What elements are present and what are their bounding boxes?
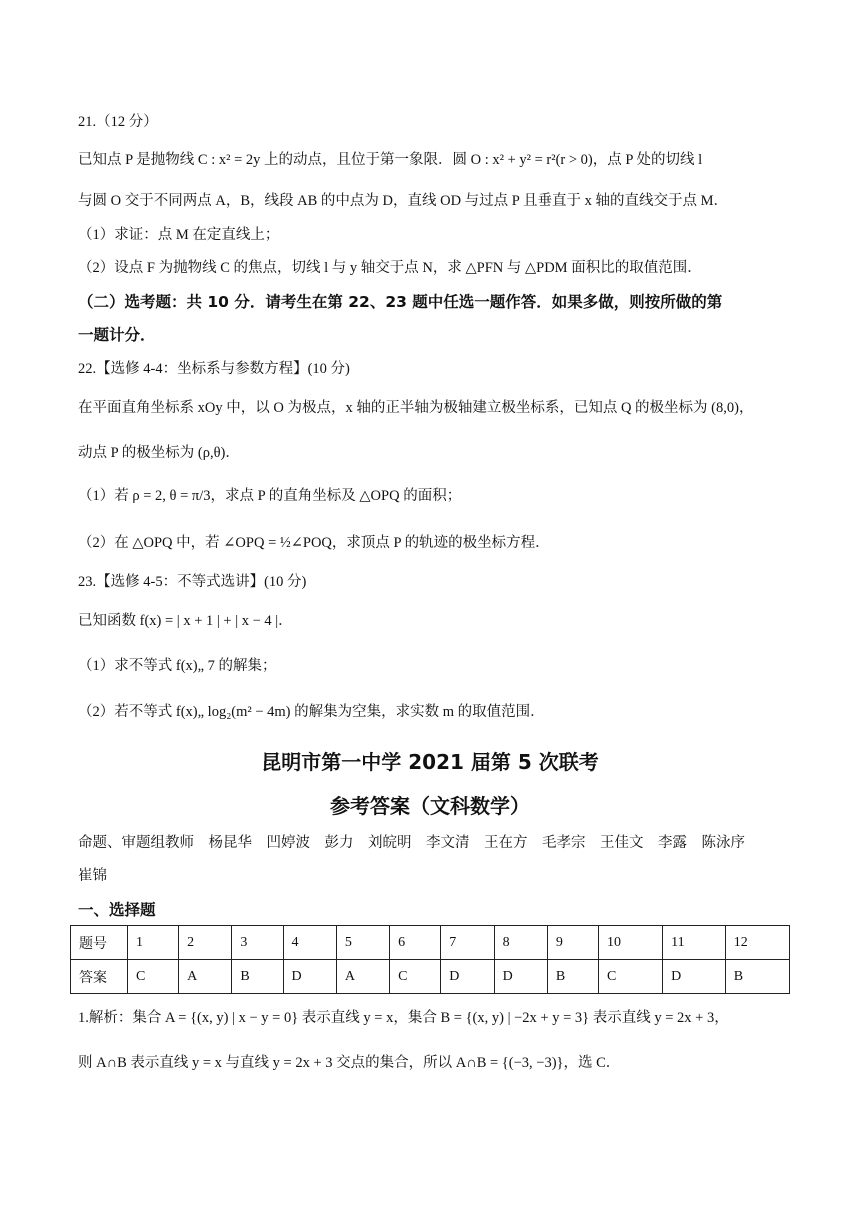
q23-part2: （2）若不等式 f(x)„ log₂(m² − 4m) 的解集为空集，求实数 m 的取值范围． [78, 704, 545, 720]
table-row-numbers [71, 926, 790, 960]
question-number: 6 [390, 926, 441, 960]
answer-cell: A [336, 960, 389, 994]
answer-cell: C [128, 960, 179, 994]
question-number: 12 [725, 926, 789, 960]
q23-stem: 已知函数 f(x) = | x + 1 | + | x − 4 |． [78, 613, 293, 629]
answer-subtitle: 参考答案（文科数学） [330, 794, 530, 818]
answer-cell: A [179, 960, 232, 994]
answer-table [70, 925, 790, 994]
question-number: 2 [179, 926, 232, 960]
question-number: 10 [598, 926, 662, 960]
q23-header: 23.【选修 4-5：不等式选讲】(10 分) [78, 574, 307, 590]
answer-cell: D [283, 960, 336, 994]
question-number: 1 [128, 926, 179, 960]
q22-part2: （2）在 △OPQ 中，若 ∠OPQ = ½∠POQ，求顶点 P 的轨迹的极坐标方程． [78, 535, 550, 551]
answer-title: 昆明市第一中学 2021 届第 5 次联考 [261, 750, 599, 774]
q21-part1: （1）求证：点 M 在定直线上； [78, 227, 280, 243]
answer-cell: C [598, 960, 662, 994]
row-label-answer: 答案 [71, 960, 128, 994]
answer-cell: B [232, 960, 283, 994]
q21-stem-line2: 与圆 O 交于不同两点 A，B，线段 AB 的中点为 D，直线 OD 与过点 P 且垂直于 x 轴的直线交于点 M． [78, 193, 728, 209]
question-number: 5 [336, 926, 389, 960]
question-number: 8 [494, 926, 547, 960]
q22-stem-line1: 在平面直角坐标系 xOy 中，以 O 为极点，x 轴的正半轴为极轴建立极坐标系，已知点 Q 的极坐标为 (8,0)， [78, 400, 754, 416]
solution1-line1: 1.解析：集合 A = {(x, y) | x − y = 0} 表示直线 y = x，集合 B = {(x, y) | −2x + y = 3} 表示直线 y = 2x + 3， [78, 1010, 729, 1026]
answer-cell: B [725, 960, 789, 994]
answer-cell: B [547, 960, 598, 994]
answer-cell: D [663, 960, 726, 994]
authors-line2: 崔锦 [78, 868, 107, 884]
q22-stem-line2: 动点 P 的极坐标为 (ρ,θ)． [78, 445, 240, 461]
question-number: 3 [232, 926, 283, 960]
question-number: 11 [663, 926, 726, 960]
q21-part2: （2）设点 F 为抛物线 C 的焦点，切线 l 与 y 轴交于点 N，求 △PFN 与 △PDM 面积比的取值范围． [78, 260, 702, 276]
authors-line1: 命题、审题组教师 杨昆华 凹婷波 彭力 刘皖明 李文清 王在方 毛孝宗 王佳文 李露 陈泳序 [78, 835, 745, 851]
elective-instruction-line1: （二）选考题：共 10 分．请考生在第 22、23 题中任选一题作答．如果多做，则按所做的第 [78, 293, 723, 311]
q21-stem-line1: 已知点 P 是抛物线 C : x² = 2y 上的动点，且位于第一象限．圆 O : x² + y² = r²(r > 0)，点 P 处的切线 l [78, 152, 703, 168]
q21-header: 21.（12 分） [78, 114, 158, 130]
solution1-line2: 则 A∩B 表示直线 y = x 与直线 y = 2x + 3 交点的集合，所以 A∩B = {(−3, −3)}，选 C． [78, 1055, 621, 1071]
q22-header: 22.【选修 4-4：坐标系与参数方程】(10 分) [78, 361, 350, 377]
row-label-number: 题号 [71, 926, 128, 960]
answer-cell: D [494, 960, 547, 994]
question-number: 4 [283, 926, 336, 960]
answer-cell: D [441, 960, 494, 994]
table-row-answers [71, 960, 790, 994]
q22-part1: （1）若 ρ = 2, θ = π/3，求点 P 的直角坐标及 △OPQ 的面积； [78, 488, 462, 504]
question-number: 7 [441, 926, 494, 960]
answer-cell: C [390, 960, 441, 994]
section-choice-heading: 一、选择题 [78, 901, 156, 919]
question-number: 9 [547, 926, 598, 960]
q23-part1: （1）求不等式 f(x)„ 7 的解集； [78, 658, 277, 674]
elective-instruction-line2: 一题计分． [78, 326, 156, 344]
